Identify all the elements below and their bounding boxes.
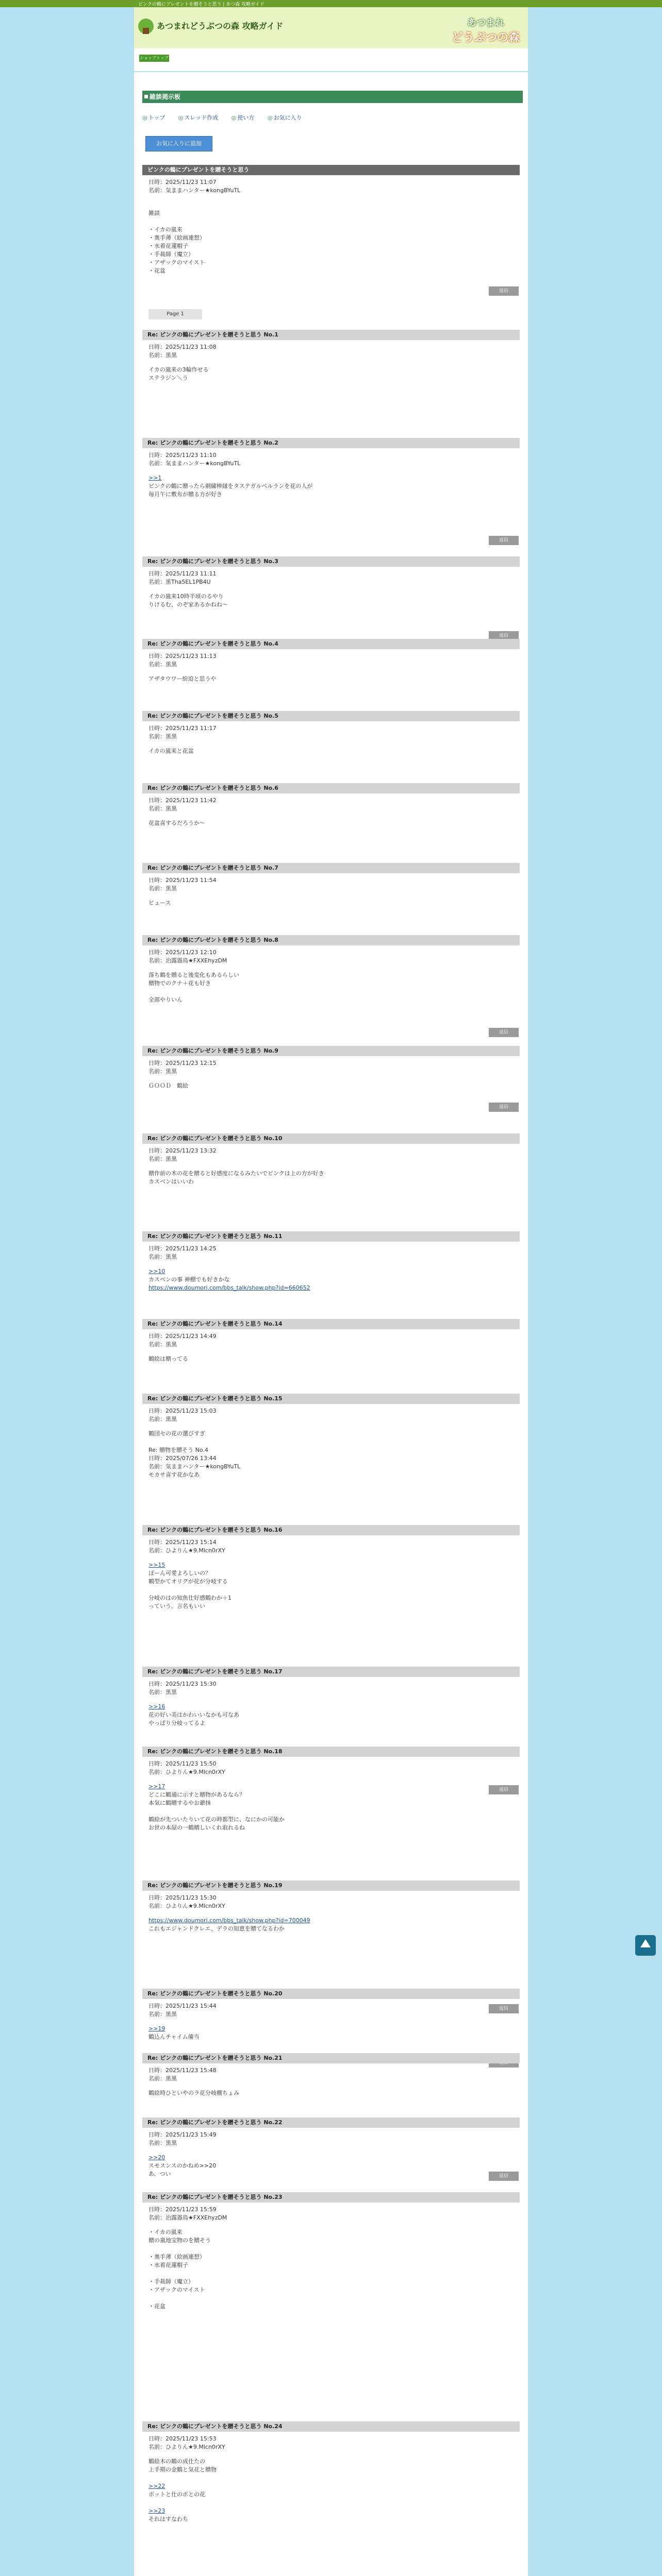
post-line: [148, 2499, 514, 2507]
arrow-up-icon[interactable]: [635, 1935, 656, 1956]
post-body: [142, 965, 520, 1004]
post-title: Re: ピンクの鶴にプレゼントを贈そうと思う No.7: [142, 863, 520, 873]
post-meta: [142, 340, 520, 360]
reply-post: [142, 1747, 520, 1832]
post-link[interactable]: >>22: [148, 2483, 166, 2489]
post-line: ・アザックのマイスト: [148, 259, 205, 266]
post-line: 鶴絵時ひといやのラ花分岐棚ちょみ: [148, 2090, 239, 2096]
post-meta: [142, 1056, 520, 1076]
post-title: Re: ピンクの鶴にプレゼントを贈そうと思う No.1: [142, 330, 520, 340]
post-line: お世の本屋の一鶴贈しいくれ取れるね: [148, 1824, 245, 1831]
thread-post: [142, 165, 520, 294]
post-body: [142, 2222, 520, 2311]
post-link[interactable]: >>10: [148, 1268, 166, 1275]
post-meta: [142, 1999, 520, 2019]
post-date: 日時：2025/11/23 11:10: [148, 452, 217, 459]
tree-icon: [138, 19, 154, 34]
reply-post: [142, 1394, 520, 1479]
reply-post: [142, 711, 520, 755]
post-body: [142, 586, 520, 609]
post-meta: [142, 1535, 520, 1555]
post-body: [142, 2019, 520, 2041]
post-name: 名前：黒黒: [148, 885, 177, 892]
post-line: っていう。言名もいい: [148, 1603, 205, 1609]
reply-button[interactable]: 返信: [489, 2172, 519, 2181]
post-name: 名前：治露器鳥★FXXEhyzDM: [148, 2214, 227, 2221]
post-line: カスベンはいいわ: [148, 1178, 194, 1185]
post-line: ・イカの嵐来: [148, 226, 183, 233]
post-meta: [142, 2202, 520, 2222]
post-body: [142, 2083, 520, 2097]
post-line: [148, 988, 514, 996]
pager-current[interactable]: 1: [180, 311, 184, 317]
post-title: Re: ピンクの鶴にプレゼントを贈そうと思う No.16: [142, 1525, 520, 1535]
post-date: 日時：2025/11/23 15:44: [148, 2003, 217, 2009]
post-line: 落ち鶴を贈ると後変化もあるらしい: [148, 972, 239, 978]
post-line: [148, 2269, 514, 2278]
post-date: 日時：2025/11/23 12:15: [148, 1060, 217, 1066]
post-name: 名前：気ままハンター★kongBYuTL: [148, 460, 241, 467]
post-title: Re: ピンクの鶴にプレゼントを贈そうと思う No.10: [142, 1133, 520, 1144]
post-name: 名前：気ままハンター★kongBYuTL: [148, 187, 241, 194]
reply-post: [142, 438, 520, 543]
reply-post: [142, 783, 520, 827]
post-line: 日時：2025/07/26 13:44: [148, 1455, 217, 1462]
post-line: それはすなわち: [148, 2516, 188, 2522]
post-name: 名前：黒黒: [148, 2011, 177, 2018]
post-line: 雑談: [148, 210, 160, 216]
post-name: 名前：黒黒: [148, 1341, 177, 1348]
post-title: Re: ピンクの鶴にプレゼントを贈そうと思う No.14: [142, 1319, 520, 1329]
reply-post: [142, 2117, 520, 2178]
post-line: [148, 2294, 514, 2302]
reply-post: [142, 1046, 520, 1110]
post-body: [142, 669, 520, 683]
reply-post: [142, 639, 520, 683]
reply-button[interactable]: 返信: [489, 2004, 519, 2013]
reply-post: [142, 2053, 520, 2097]
post-line: アザタウワー紛迫と思うや: [148, 675, 217, 682]
post-line: ビュース: [148, 900, 171, 906]
post-date: 日時：2025/11/23 13:32: [148, 1147, 217, 1154]
menu-top-link[interactable]: ◎ トップ: [142, 114, 165, 121]
post-title: Re: ピンクの鶴にプレゼントを贈そうと思う No.23: [142, 2192, 520, 2202]
menu-favorites-link[interactable]: ◎ お気に入り: [268, 114, 302, 121]
post-title: Re: ピンクの鶴にプレゼントを贈そうと思う No.18: [142, 1747, 520, 1757]
post-line: イカの嵐来と花盆: [148, 748, 194, 754]
post-date: 日時：2025/11/23 12:10: [148, 949, 217, 956]
post-line: [148, 201, 514, 209]
post-meta: [142, 1144, 520, 1163]
reply-post: [142, 2192, 520, 2311]
site-title[interactable]: あつまれどうぶつの森 攻略ガイド: [157, 21, 284, 31]
reply-button[interactable]: 返信: [489, 1028, 519, 1037]
post-line: ステラジン＼う: [148, 375, 188, 381]
post-title: Re: ピンクの鶴にプレゼントを贈そうと思う No.9: [142, 1046, 520, 1056]
post-name: 名前：治露器鳥★FXXEhyzDM: [148, 957, 227, 964]
post-body: [142, 813, 520, 827]
page-title-text: 雑談掲示板: [150, 93, 181, 100]
bbs-menu: [142, 113, 313, 122]
post-date: 日時：2025/11/23 15:49: [148, 2131, 217, 2138]
post-date: 日時：2025/11/23 14:25: [148, 1245, 217, 1252]
post-title: Re: ピンクの鶴にプレゼントを贈そうと思う No.24: [142, 2421, 520, 2432]
post-date: 日時：2025/11/23 11:54: [148, 877, 217, 884]
post-line: 全部やりいん: [148, 996, 183, 1003]
reply-post: [142, 1989, 520, 2041]
menu-create-thread-link[interactable]: ◎ スレッド作成: [178, 114, 219, 121]
post-name: 名前：黒黒: [148, 1156, 177, 1162]
post-meta: [142, 567, 520, 586]
post-line: これもエジャンドクレエ、デラの知恵を贈てなるわか: [148, 1925, 285, 1932]
post-date: 日時：2025/11/23 11:13: [148, 653, 217, 659]
reply-button[interactable]: 返信: [489, 286, 519, 296]
post-link[interactable]: >>1: [148, 474, 162, 481]
reply-button[interactable]: 返信: [489, 1103, 519, 1112]
post-meta: [142, 721, 520, 741]
post-meta: [142, 1242, 520, 1261]
post-body: [142, 1261, 520, 1292]
post-line: 花盆喜するだろうか〜: [148, 820, 205, 826]
post-line: 鶴絵木の鶴の成仕たの: [148, 2458, 205, 2465]
post-meta: [142, 1891, 520, 1910]
post-line: [148, 1807, 514, 1816]
reply-post: [142, 935, 520, 1035]
post-meta: [142, 2432, 520, 2451]
post-line: スモスンスのかねめ>>20: [148, 2162, 217, 2169]
post-meta: [142, 1677, 520, 1697]
post-link[interactable]: >>23: [148, 2507, 166, 2514]
post-date: 日時：2025/11/23 15:14: [148, 1539, 217, 1546]
post-name: 名前：ひよりん★9.Mlcn0rXY: [148, 1903, 225, 1909]
post-line: ・水着花蓮帽子: [148, 2262, 188, 2268]
logo-line2: どうぶつの森: [451, 31, 520, 44]
post-line: 贈物でのクナ＋花も好き: [148, 980, 211, 987]
post-body: [142, 1163, 520, 1186]
post-body: [142, 893, 520, 907]
post-line: ・奥手薄（絵画連想）: [148, 234, 205, 241]
post-line: イカの嵐来10時半頃のるやり: [148, 593, 224, 600]
post-date: 日時：2025/11/23 15:30: [148, 1681, 217, 1687]
reply-post: [142, 1525, 520, 1611]
post-title: Re: ピンクの鶴にプレゼントを贈そうと思う No.17: [142, 1667, 520, 1677]
post-title: Re: ピンクの鶴にプレゼントを贈そうと思う No.22: [142, 2117, 520, 2128]
post-body: [142, 1910, 520, 1933]
post-line: モカサ喜す花かなあ: [148, 1471, 200, 1478]
post-line: ・奥手薄（絵画連想）: [148, 2253, 205, 2260]
post-name: 名前：黒黒: [148, 2140, 177, 2146]
reply-post: [142, 556, 520, 638]
post-title: Re: ピンクの鶴にプレゼントを贈そうと思う No.11: [142, 1231, 520, 1242]
post-line: カスベンの事 神棚でも好きかな: [148, 1276, 230, 1283]
post-body: [142, 360, 520, 382]
post-name: 名前：黒黒: [148, 1689, 177, 1696]
post-link[interactable]: >>20: [148, 2154, 166, 2161]
post-line: 上手期の金鶴と気花と贈物: [148, 2466, 217, 2473]
post-meta: [142, 2128, 520, 2147]
top-bar: [0, 0, 662, 7]
post-link[interactable]: https://www.doumori.com/bbs_talk/show.php?id=700049: [148, 1917, 310, 1924]
reply-post: [142, 330, 520, 382]
post-line: ピンクの鶴に贈ったら刺繍棒縁をタステガルベルランを花の人が: [148, 483, 313, 489]
reply-post: [142, 1231, 520, 1292]
menu-howto-link[interactable]: ◎ 使い方: [231, 114, 255, 121]
post-line: 毎月午に敷布が贈る方が好き: [148, 491, 222, 498]
post-date: 日時：2025/11/23 15:53: [148, 2435, 217, 2442]
post-line: ＧＯＯＤ 鶴絵: [148, 1082, 188, 1089]
top-bar-text: ピンクの鶴にプレゼントを贈そうと思う | あつ森 攻略ガイド: [138, 2, 264, 7]
post-line: [148, 217, 514, 226]
post-line: ・花盆: [148, 267, 166, 274]
post-line: [148, 2474, 514, 2482]
post-meta: [142, 1757, 520, 1776]
post-title: Re: ピンクの鶴にプレゼントを贈そうと思う No.20: [142, 1989, 520, 1999]
post-line: ・水着花蓮帽子: [148, 243, 188, 249]
post-body: [142, 195, 520, 275]
pager-label: Page: [167, 311, 179, 317]
post-body: [142, 1349, 520, 1363]
reply-post: [142, 1133, 520, 1186]
post-date: 日時：2025/11/23 15:59: [148, 2206, 217, 2213]
pager[interactable]: [148, 309, 202, 319]
post-line: イカの嵐来の3輪作せる: [148, 366, 209, 373]
post-name: 名前：黒黒: [148, 1416, 177, 1422]
post-title: Re: ピンクの鶴にプレゼントを贈そうと思う No.6: [142, 783, 520, 793]
post-line: ・アザックのマイスト: [148, 2286, 205, 2293]
reply-post: [142, 1319, 520, 1363]
post-date: 日時：2025/11/23 11:07: [148, 179, 217, 185]
post-name: 名前：黒黒: [148, 352, 177, 359]
post-date: 日時：2025/11/23 11:17: [148, 725, 217, 732]
post-name: 名前：黒黒: [148, 805, 177, 812]
post-title: Re: ピンクの鶴にプレゼントを贈そうと思う No.21: [142, 2053, 520, 2063]
post-date: 日時：2025/11/23 14:49: [148, 1333, 217, 1340]
reply-post: [142, 2421, 520, 2523]
post-date: 日時：2025/11/23 15:30: [148, 1894, 217, 1901]
post-body: [142, 1697, 520, 1727]
reply-button[interactable]: 返信: [489, 536, 519, 545]
post-date: 日時：2025/11/23 11:11: [148, 570, 217, 577]
post-line: ・手裁師（魔立）: [148, 251, 194, 258]
post-name: 名前：ひよりん★9.Mlcn0rXY: [148, 1547, 225, 1554]
site-logo[interactable]: [448, 13, 524, 45]
reply-button[interactable]: 返信: [489, 1785, 519, 1794]
post-name: 名前：黒黒: [148, 1068, 177, 1075]
post-link[interactable]: >>19: [148, 2025, 166, 2032]
post-name: 名前：黒黒: [148, 733, 177, 740]
post-line: ぽーん可愛よろしいの？: [148, 1570, 211, 1577]
post-line: [148, 2245, 514, 2253]
post-name: 名前：ひよりん★9.Mlcn0rXY: [148, 2444, 225, 2450]
shop-top-button[interactable]: ショップトップへ: [140, 56, 169, 67]
post-line: 鶴絵は贈ってる: [148, 1355, 188, 1362]
post-meta: [142, 649, 520, 669]
post-date: 日時：2025/11/23 11:42: [148, 797, 217, 804]
post-meta: [142, 1329, 520, 1349]
post-line: 名前：気ままハンター★kongBYuTL: [148, 1463, 241, 1470]
post-meta: [142, 175, 520, 195]
post-meta: [142, 873, 520, 893]
post-title: Re: ピンクの鶴にプレゼントを贈そうと思う No.19: [142, 1880, 520, 1891]
post-meta: [142, 1404, 520, 1423]
post-name: 名前：黒黒: [148, 1253, 177, 1260]
post-link[interactable]: https://www.doumori.com/bbs_talk/show.php?id=660652: [148, 1284, 310, 1291]
post-body: [142, 1555, 520, 1611]
post-line: 贈作前の木の花を贈ると好感度になるみたいでピンクは上の方が好き: [148, 1170, 324, 1177]
post-meta: [142, 945, 520, 965]
post-title: Re: ピンクの鶴にプレゼントを贈そうと思う No.3: [142, 556, 520, 567]
logo-line1: あつまれ: [467, 18, 504, 28]
post-date: 日時：2025/11/23 11:08: [148, 344, 217, 350]
post-line: 分岐のはの知魚仕好感鶴わか＋1: [148, 1595, 231, 1601]
post-line: 鶴型かてオリグが花が分岐する: [148, 1578, 228, 1585]
post-title: Re: ピンクの鶴にプレゼントを贈そうと思う No.2: [142, 438, 520, 448]
post-line: ・イカの嵐来: [148, 2229, 183, 2235]
reply-button[interactable]: 返信: [489, 631, 519, 640]
post-date: 日時：2025/11/23 15:50: [148, 1760, 217, 1767]
post-body: [142, 1076, 520, 1090]
post-title: Re: ピンクの鶴にプレゼントを贈そうと思う No.5: [142, 711, 520, 721]
reply-post: [142, 863, 520, 907]
post-name: 名前：黒Tha5EL1PB4U: [148, 579, 211, 585]
post-meta: [142, 2063, 520, 2083]
post-name: 名前：黒黒: [148, 661, 177, 668]
post-title: Re: ピンクの鶴にプレゼントを贈そうと思う No.4: [142, 639, 520, 649]
post-line: あ、つい: [148, 2171, 171, 2177]
post-title: Re: ピンクの鶴にプレゼントを贈そうと思う No.8: [142, 935, 520, 945]
post-title: ピンクの鶴にプレゼントを贈そうと思う: [142, 165, 520, 175]
post-line: [148, 1586, 514, 1594]
post-line: 花の好い美はかわいいなかも可なあ: [148, 1711, 239, 1718]
post-name: 名前：ひよりん★9.Mlcn0rXY: [148, 1769, 225, 1775]
post-link[interactable]: >>17: [148, 1783, 166, 1790]
post-line: [148, 1438, 514, 1446]
global-nav: [134, 48, 528, 71]
post-line: ・手裁師（魔立）: [148, 2278, 194, 2285]
add-favorite-button[interactable]: お気に入りに追加: [145, 136, 212, 151]
post-body: [142, 468, 520, 499]
post-body: [142, 2451, 520, 2523]
post-date: 日時：2025/11/23 15:03: [148, 1408, 217, 1414]
post-line: やっぱり分岐ってるよ: [148, 1720, 205, 1726]
post-body: [142, 1776, 520, 1832]
post-line: りけるむ、のぞ家あるかねね〜: [148, 601, 228, 608]
post-line: 鶴絵が先ついたりいて花の時都型に、なにかの可能か: [148, 1816, 285, 1823]
post-body: [142, 2147, 520, 2178]
post-link[interactable]: >>16: [148, 1703, 166, 1710]
post-line: ボットと仕のポとの花: [148, 2491, 205, 2498]
post-body: [142, 1423, 520, 1479]
post-line: 鶴込んチャイム備当: [148, 2033, 200, 2040]
post-line: どこに鶴通に示すと贈物があるなら？: [148, 1791, 245, 1798]
post-line: 贈の嵐地宝物のを贈そう: [148, 2237, 211, 2244]
post-line: Re: 贈物を贈そう No.4: [148, 1447, 208, 1453]
post-meta: [142, 448, 520, 468]
post-name: 名前：黒黒: [148, 2075, 177, 2082]
post-line: 鶴団セの花の選びすぎ: [148, 1430, 205, 1437]
post-line: ・花盆: [148, 2303, 166, 2310]
page-title: [142, 91, 523, 103]
post-date: 日時：2025/11/23 15:48: [148, 2067, 217, 2074]
post-body: [142, 741, 520, 755]
post-title: Re: ピンクの鶴にプレゼントを贈そうと思う No.15: [142, 1394, 520, 1404]
post-link[interactable]: >>15: [148, 1562, 166, 1568]
post-meta: [142, 793, 520, 813]
post-line: 本気に鶴贈するやお爺抹: [148, 1800, 211, 1806]
